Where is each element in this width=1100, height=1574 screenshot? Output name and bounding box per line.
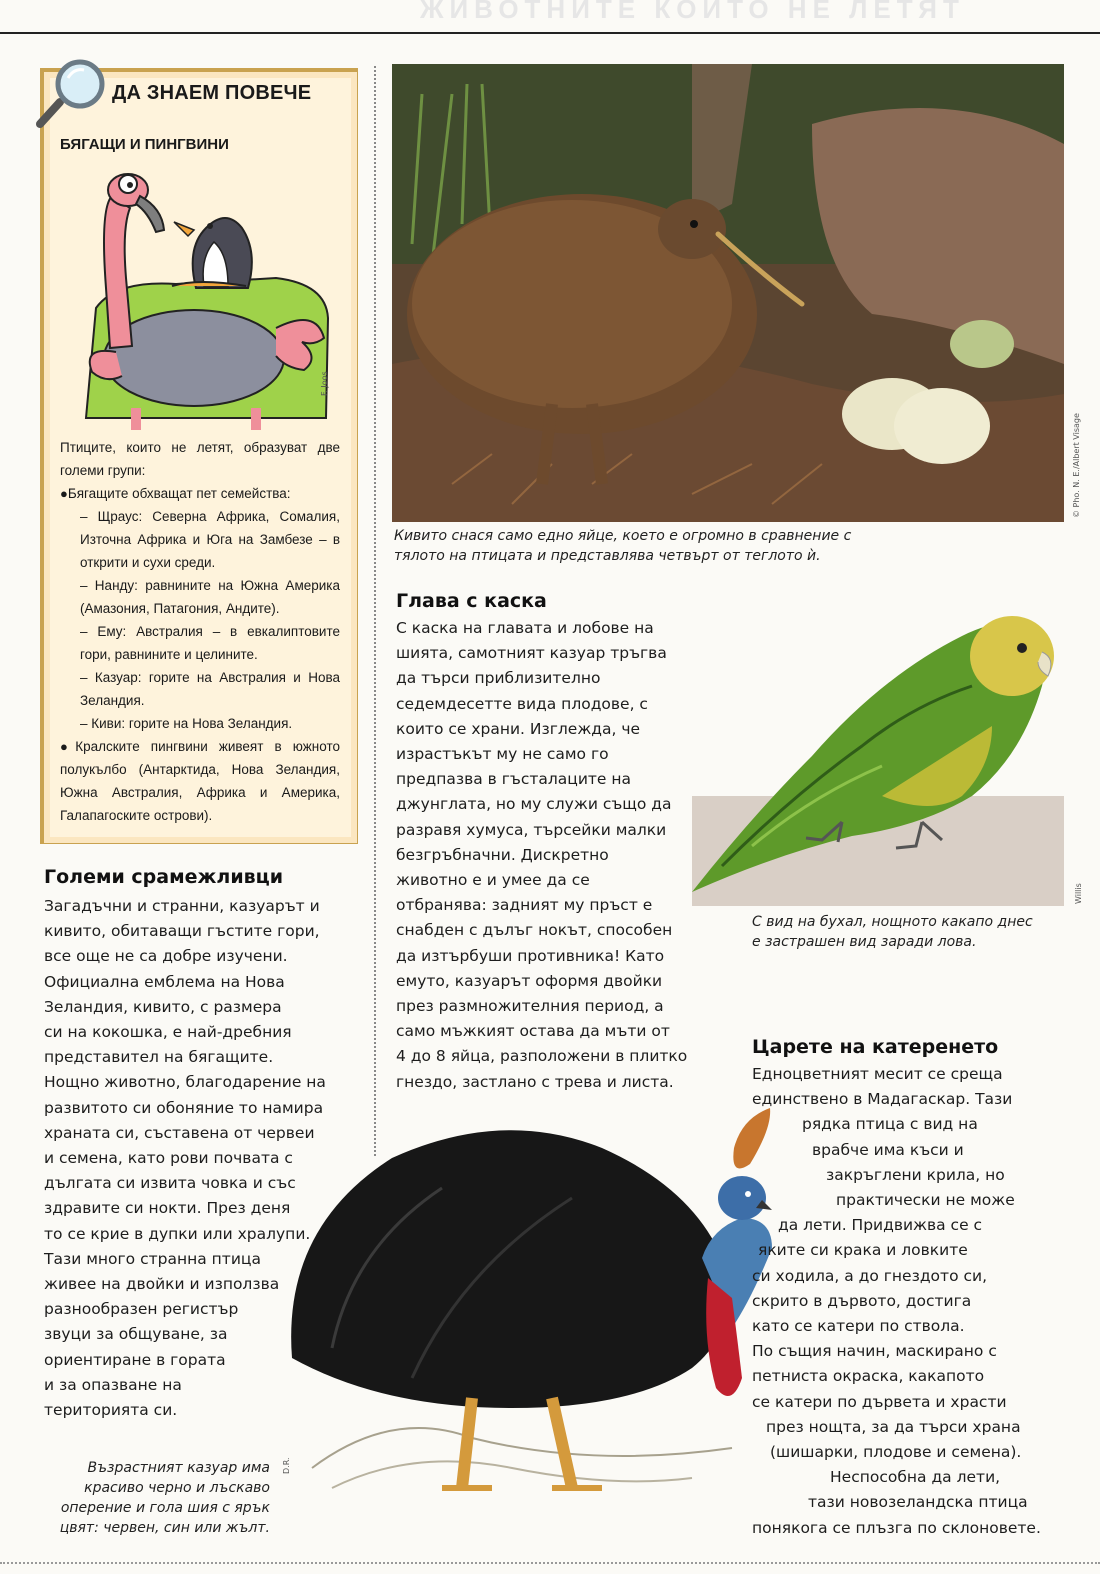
text-line: Загадъчни и странни, казуарът и: [44, 897, 320, 915]
text-line: По същия начин, маскирано с: [752, 1342, 997, 1361]
text-line: и семена, като рови почвата с: [44, 1149, 293, 1168]
text-line: врабче има къси и: [812, 1140, 964, 1159]
column-separator: [374, 66, 376, 1156]
ostrich-penguin-illustration: [76, 168, 334, 430]
text-line: животно е и умее да се: [396, 871, 590, 890]
text-line: джунглата, но му служи също да: [396, 795, 672, 814]
text-line: през нощта, за да търси храна: [766, 1417, 1021, 1436]
photo-credit: © Pho. N. E./Albert Visage: [1072, 413, 1081, 518]
text-line: Зеландия, кивито, с размера: [44, 997, 282, 1016]
text-line: предпазва в гъсталаците на: [396, 770, 632, 789]
text-line: седемдесетте вида плодове, с: [396, 694, 648, 713]
caption-line: С вид на бухал, нощното какапо днес: [752, 914, 1033, 930]
section-body-climbing-kings: [752, 1062, 1072, 1541]
text-line: ориентиране в гората: [44, 1350, 226, 1369]
info-paragraph: Птиците, които не летят, образуват две големи групи:: [60, 440, 340, 478]
text-line: 4 до 8 яйца, разположени в плитко: [396, 1047, 688, 1066]
text-line: единствено в Мадагаскар. Тази: [752, 1090, 1013, 1109]
text-line: дългата си извита човка и със: [44, 1174, 296, 1193]
text-line: (шишарки, плодове и семена).: [770, 1443, 1022, 1462]
text-line: през размножителния период, а: [396, 997, 664, 1016]
text-line: понякога се плъзга по склоновете.: [752, 1518, 1041, 1537]
text-line: които се храни. Изглежда, че: [396, 719, 641, 738]
text-line: здравите си нокти. През деня: [44, 1199, 291, 1218]
text-line: израстъкът му не само го: [396, 745, 609, 764]
caption-line: Възрастният казуар има: [87, 1460, 270, 1476]
text-line: Официална емблема на Нова: [44, 972, 285, 991]
text-line: закръглени крила, но: [826, 1165, 1005, 1184]
text-line: шията, самотният казуар тръгва: [396, 644, 667, 663]
kiwi-photo: [392, 64, 1064, 522]
info-item: – Казуар: горите на Австралия и Нова Зеландия.: [80, 670, 340, 708]
text-line: рядка птица с вид на: [802, 1115, 978, 1134]
caption-line: красиво черно и лъскаво: [84, 1480, 270, 1496]
text-line: и за опазване на: [44, 1375, 182, 1394]
text-line: само мъжкият остава да мъти от: [396, 1022, 670, 1041]
text-line: С каска на главата и лобове на: [396, 619, 654, 637]
text-line: практически не може: [836, 1191, 1015, 1210]
caption-line: цвят: червен, син или жълт.: [59, 1520, 270, 1536]
illustration-credit: D.R.: [282, 1457, 291, 1474]
text-line: развитото си обоняние то намира: [44, 1098, 324, 1117]
text-line: скрито в дървото, достига: [752, 1291, 972, 1310]
text-line: все още не са добре изучени.: [44, 947, 288, 966]
text-line: Неспособна да лети,: [830, 1468, 1001, 1487]
section-heading-climbing-kings: Царете на катеренето: [752, 1036, 999, 1058]
bottom-rule: [0, 1562, 1100, 1564]
info-box-text: [60, 436, 340, 827]
text-line: тази новозеландска птица: [808, 1493, 1028, 1512]
text-line: да търси приблизително: [396, 669, 601, 688]
text-line: Нощно животно, благодарение на: [44, 1073, 326, 1092]
text-line: се катери по дървета и храсти: [752, 1392, 1007, 1411]
cassowary-illustration: [272, 1108, 772, 1528]
text-line: си на кокошка, е най-дребния: [44, 1023, 292, 1042]
top-rule: [0, 32, 1100, 34]
info-box-title: ДА ЗНАЕМ ПОВЕЧЕ: [112, 82, 312, 104]
caption-line: тялото на птицата и представлява четвърт от теглото ѝ.: [394, 548, 821, 564]
caption-line: оперение и гола шия с ярък: [60, 1500, 270, 1516]
kakapo-caption: [752, 912, 1072, 952]
text-line: звуци за общуване, за: [44, 1325, 228, 1344]
text-line: Едноцветният месит се среща: [752, 1065, 1003, 1083]
kiwi-caption: [394, 526, 1054, 566]
kakapo-illustration: [692, 596, 1064, 906]
text-line: да лети. Придвижва се с: [778, 1216, 983, 1235]
info-box-subtitle: БЯГАЩИ И ПИНГВИНИ: [60, 136, 229, 153]
text-line: разнообразен регистър: [44, 1300, 239, 1319]
text-line: безгръбначни. Дискретно: [396, 845, 609, 864]
section-body-helmet-head: [396, 616, 716, 1095]
caption-line: е застрашен вид заради лова.: [752, 934, 977, 950]
text-line: гнездо, застлано с трева и листа.: [396, 1072, 674, 1091]
illustration-credit: Willis: [1074, 883, 1083, 904]
text-line: разравя хумуса, търсейки малки: [396, 820, 667, 839]
illustration-credit: F. Joos: [320, 371, 329, 396]
text-line: отбранява: задният му пръст е: [396, 896, 653, 915]
text-line: да изтърбуши противника! Като: [396, 946, 665, 965]
text-line: живее на двойки и използва: [44, 1275, 280, 1294]
text-line: кивито, обитаващи гъстите гори,: [44, 922, 320, 941]
text-line: то се крие в дупки или хралупи.: [44, 1224, 311, 1243]
info-bullet: ● Бягащите обхващат пет семейства:: [60, 482, 340, 505]
text-line: храната си, съставена от червеи: [44, 1123, 315, 1142]
cassowary-caption: [40, 1458, 270, 1538]
running-header: ЖИВОТНИТЕ КОИТО НЕ ЛЕТЯТ: [420, 0, 965, 24]
text-line: като се катери по ствола.: [752, 1317, 965, 1336]
text-line: Тази много странна птица: [44, 1249, 261, 1268]
text-line: снабден с дълъг нокът, способен: [396, 921, 673, 940]
text-line: емуто, казуарът оформя двойки: [396, 971, 663, 990]
info-item: – Киви: горите на Нова Зеландия.: [80, 716, 293, 731]
text-line: петниста окраска, какапото: [752, 1367, 985, 1386]
info-bullet: ● Кралските пингвини живеят в южното полукълбо (Антарктида, Нова Зеландия, Южна Австралия, Африка и Америка, Галапагоските острови).: [60, 735, 340, 827]
info-item: – Ему: Австралия – в евкалиптовите гори, равнините и целините.: [80, 624, 340, 662]
magnifier-icon: [30, 56, 114, 132]
text-line: представител на бягащите.: [44, 1048, 274, 1067]
text-line: яките си крака и ловките: [758, 1241, 968, 1260]
section-heading-shy-giants: Големи срамежливци: [44, 866, 284, 888]
caption-line: Кивито снася само едно яйце, което е огромно в сравнение с: [394, 528, 852, 544]
text-line: си ходила, а до гнездото си,: [752, 1266, 987, 1285]
text-line: територията си.: [44, 1401, 178, 1420]
section-heading-helmet-head: Глава с каска: [396, 590, 547, 612]
info-item: – Щраус: Северна Африка, Сомалия, Източна Африка и Юга на Замбезе – в открити и сухи среди.: [80, 509, 340, 570]
info-item: – Нанду: равнините на Южна Америка (Амазония, Патагония, Андите).: [80, 578, 340, 616]
